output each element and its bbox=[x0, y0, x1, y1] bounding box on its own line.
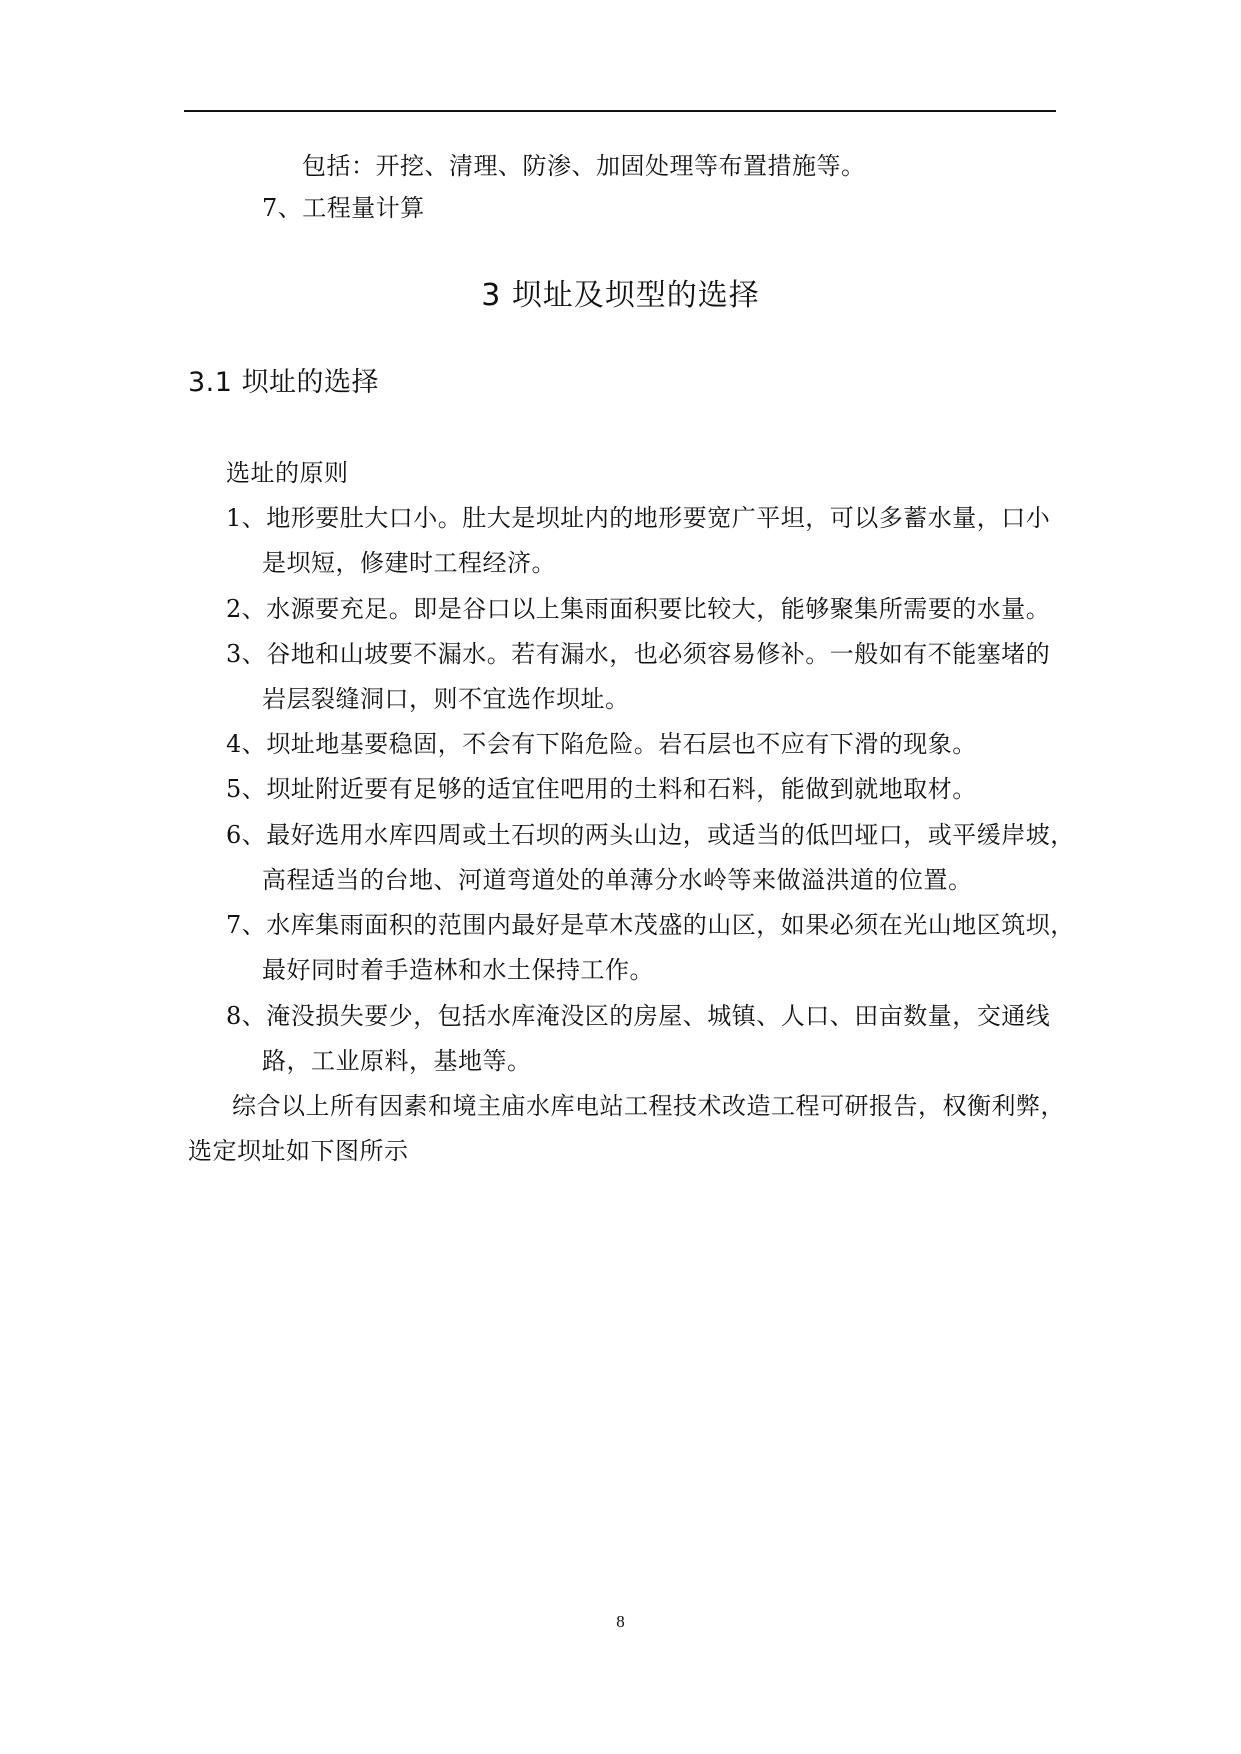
continuation-line-2: 7、工程量计算 bbox=[262, 194, 425, 222]
principles-title: 选址的原则 bbox=[226, 459, 349, 487]
principle-6-line-2: 高程适当的台地、河道弯道处的单薄分水岭等来做溢洪道的位置。 bbox=[262, 866, 973, 894]
principle-7-line-2: 最好同时着手造林和水土保持工作。 bbox=[262, 956, 654, 984]
principle-1-line-2: 是坝短，修建时工程经济。 bbox=[262, 549, 556, 577]
principle-4-line-1: 4、坝址地基要稳固，不会有下陷危险。岩石层也不应有下滑的现象。 bbox=[226, 730, 977, 758]
principle-5-line-1: 5、坝址附近要有足够的适宜住吧用的土料和石料，能做到就地取材。 bbox=[226, 775, 977, 803]
principle-8-line-2: 路，工业原料，基地等。 bbox=[262, 1047, 532, 1075]
subsection-title: 3.1 坝址的选择 bbox=[188, 367, 380, 398]
conclusion-line-2: 选定坝址如下图所示 bbox=[188, 1137, 409, 1165]
principle-2-line-1: 2、水源要充足。即是谷口以上集雨面积要比较大，能够聚集所需要的水量。 bbox=[226, 595, 1051, 623]
page-number: 8 bbox=[616, 1612, 625, 1631]
principle-3-line-2: 岩层裂缝洞口，则不宜选作坝址。 bbox=[262, 685, 630, 713]
continuation-line-1: 包括：开挖、清理、防渗、加固处理等布置措施等。 bbox=[302, 152, 866, 180]
principle-6-line-1: 6、最好选用水库四周或土石坝的两头山边，或适当的低凹垭口，或平缓岸坡， bbox=[226, 821, 1075, 849]
principle-1-line-1: 1、地形要肚大口小。肚大是坝址内的地形要宽广平坦，可以多蓄水量，口小 bbox=[226, 504, 1051, 532]
conclusion-line-1: 综合以上所有因素和境主庙水库电站工程技术改造工程可研报告，权衡利弊， bbox=[232, 1092, 1065, 1120]
header-rule bbox=[184, 110, 1056, 112]
principle-8-line-1: 8、淹没损失要少，包括水库淹没区的房屋、城镇、人口、田亩数量，交通线 bbox=[226, 1002, 1051, 1030]
section-title: 3 坝址及坝型的选择 bbox=[481, 278, 760, 313]
principle-7-line-1: 7、水库集雨面积的范围内最好是草木茂盛的山区，如果必须在光山地区筑坝， bbox=[226, 911, 1075, 939]
principle-3-line-1: 3、谷地和山坡要不漏水。若有漏水，也必须容易修补。一般如有不能塞堵的 bbox=[226, 640, 1051, 668]
